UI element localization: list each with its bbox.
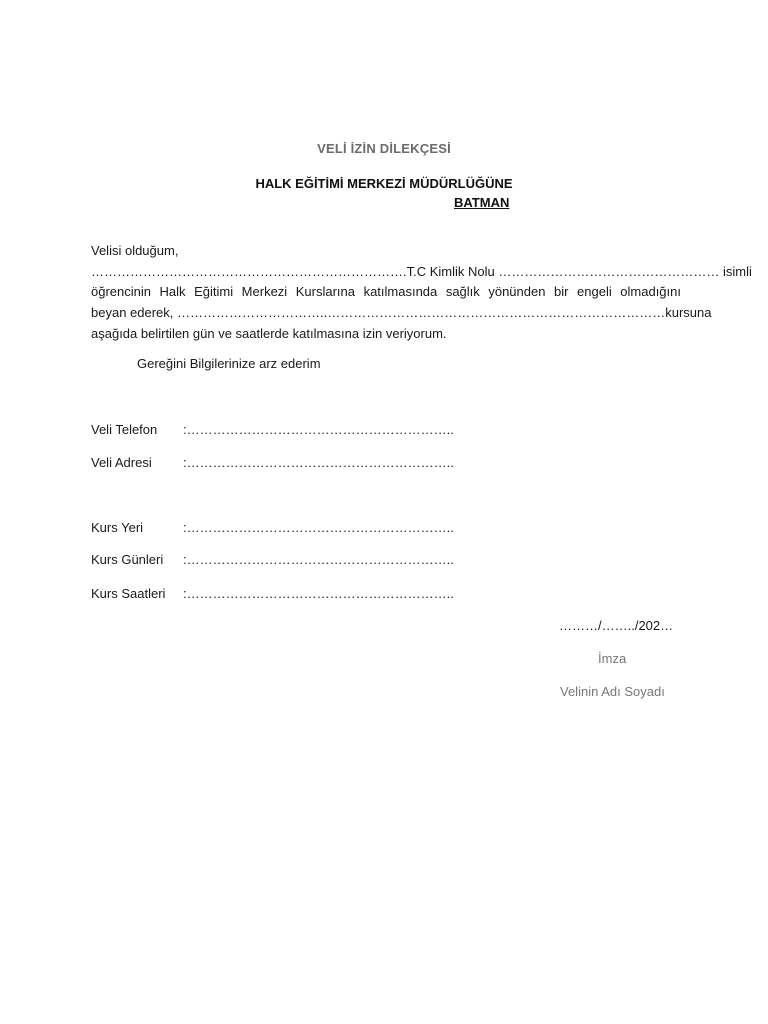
document-title: VELİ İZİN DİLEKÇESİ xyxy=(317,141,451,156)
addressee: HALK EĞİTİMİ MERKEZİ MÜDÜRLÜĞÜNE xyxy=(255,176,513,191)
body-line-course: beyan ederek, ……………………………..……………………………………………………………………kursuna xyxy=(91,305,712,321)
body-line-permission: aşağıda belirtilen gün ve saatlerde katılmasına izin veriyorum. xyxy=(91,325,447,341)
petition-body xyxy=(91,241,752,345)
field-blank: :…………………………………………………….. xyxy=(183,552,454,567)
date-line: ………/……../202… xyxy=(559,618,674,633)
signature-label: İmza xyxy=(598,651,627,666)
field-label: Kurs Günleri xyxy=(91,552,164,567)
field-label: Veli Telefon xyxy=(91,422,158,437)
field-label: Kurs Saatleri xyxy=(91,586,166,601)
field-blank: :…………………………………………………….. xyxy=(183,586,454,601)
field-label: Veli Adresi xyxy=(91,455,152,470)
field-course-hours xyxy=(91,586,454,601)
field-parent-phone xyxy=(91,422,454,437)
field-course-days xyxy=(91,552,454,567)
field-blank: :…………………………………………………….. xyxy=(183,422,454,437)
parent-name-label: Velinin Adı Soyadı xyxy=(560,684,665,699)
field-label: Kurs Yeri xyxy=(91,520,144,535)
field-blank: :…………………………………………………….. xyxy=(183,520,454,535)
addressee-city: BATMAN xyxy=(454,195,510,210)
body-line-salutation: Velisi olduğum, xyxy=(91,243,179,258)
field-course-location xyxy=(91,520,454,535)
field-parent-address xyxy=(91,455,454,470)
closing-sentence: Gereğini Bilgilerinize arz ederim xyxy=(137,356,321,371)
field-blank: :…………………………………………………….. xyxy=(183,455,454,470)
body-line-identity: ……………………………………………………………….T.C Kimlik Nolu …………………………………………… isimli xyxy=(91,263,752,279)
body-line-statement: öğrencinin Halk Eğitimi Merkezi Kurslarına katılmasında sağlık yönünden bir engeli olmadığını xyxy=(91,284,681,300)
